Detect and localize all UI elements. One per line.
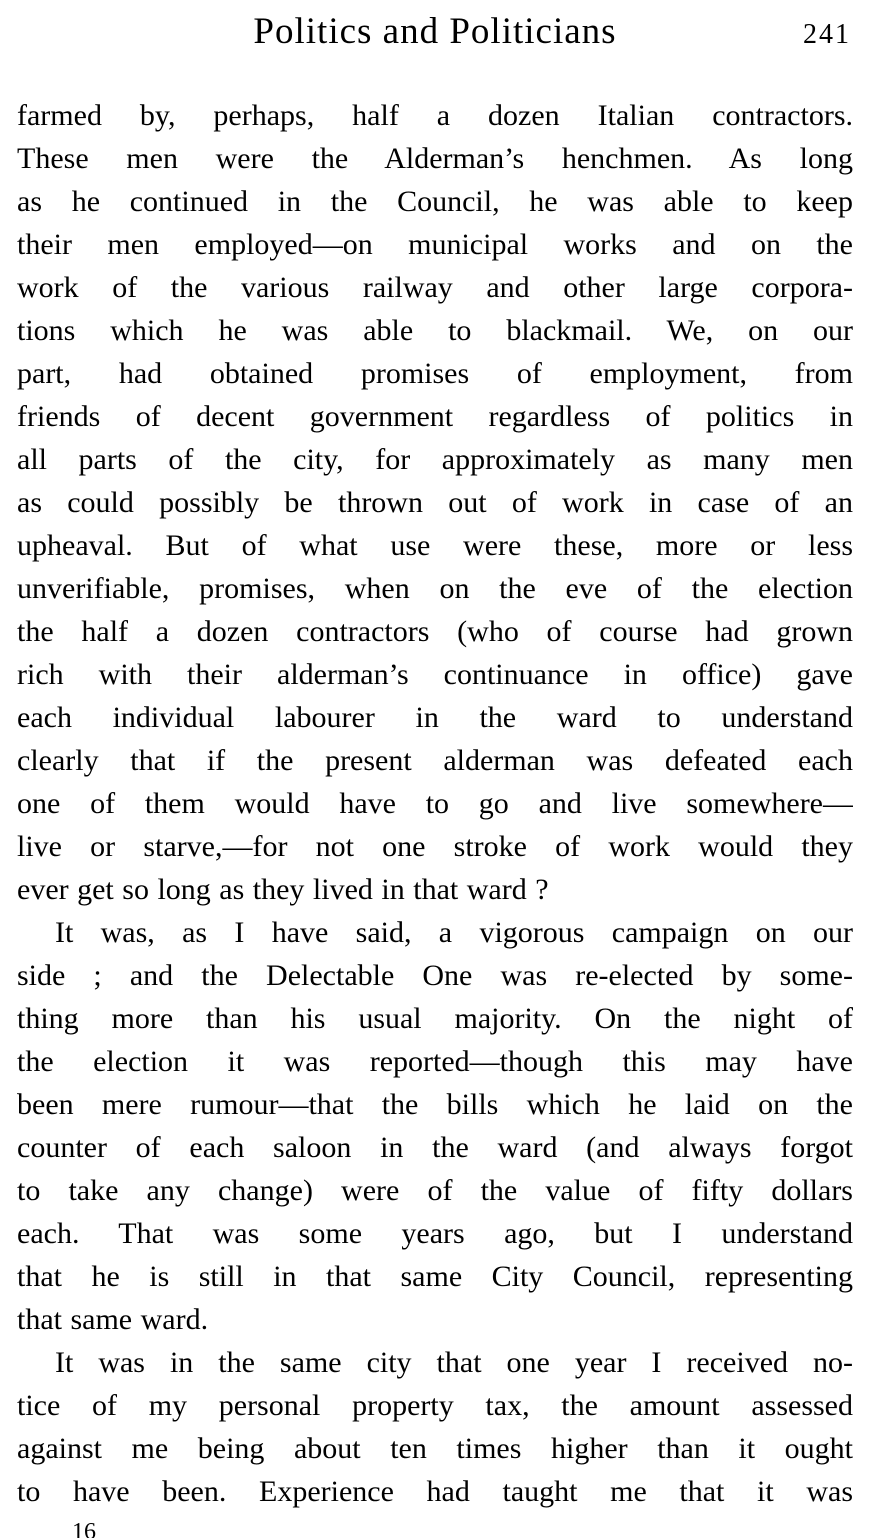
text-line: farmed by, perhaps, half a dozen Italian contractors. <box>17 99 853 132</box>
text-line: friends of decent government regardless of politics in <box>17 400 853 433</box>
text-line: all parts of the city, for approximately as many men <box>17 443 853 476</box>
body-text <box>17 94 853 1513</box>
text-line: work of the various railway and other large corpora- <box>17 271 853 304</box>
text-line: rich with their alderman’s continuance in office) gave <box>17 658 853 691</box>
text-line: to take any change) were of the value of fifty dollars <box>17 1174 853 1207</box>
text-line: tice of my personal property tax, the amount assessed <box>17 1389 853 1422</box>
text-line: as he continued in the Council, he was able to keep <box>17 185 853 218</box>
text-line: each. That was some years ago, but I understand <box>17 1217 853 1250</box>
text-line: These men were the Alderman’s henchmen. As long <box>17 142 853 175</box>
text-line: the half a dozen contractors (who of course had grown <box>17 615 853 648</box>
text-line: upheaval. But of what use were these, more or less <box>17 529 853 562</box>
text-line: been mere rumour—that the bills which he laid on the <box>17 1088 853 1121</box>
text-line: part, had obtained promises of employment, from <box>17 357 853 390</box>
text-line: the election it was reported—though this may have <box>17 1045 853 1078</box>
text-line: It was in the same city that one year I received no- <box>55 1346 853 1379</box>
signature-mark: 16 <box>72 1519 96 1538</box>
text-line: counter of each saloon in the ward (and always forgot <box>17 1131 853 1164</box>
text-line: each individual labourer in the ward to understand <box>17 701 853 734</box>
text-line: ever get so long as they lived in that ward ? <box>17 873 549 906</box>
text-line: as could possibly be thrown out of work in case of an <box>17 486 853 519</box>
text-line: clearly that if the present alderman was defeated each <box>17 744 853 777</box>
text-line: tions which he was able to blackmail. We, on our <box>17 314 853 347</box>
page-number: 241 <box>803 19 851 50</box>
text-line: It was, as I have said, a vigorous campaign on our <box>55 916 853 949</box>
text-line: their men employed—on municipal works and on the <box>17 228 853 261</box>
text-line: side ; and the Delectable One was re-elected by some- <box>17 959 853 992</box>
text-line: to have been. Experience had taught me that it was <box>17 1475 853 1508</box>
text-line: one of them would have to go and live somewhere— <box>17 787 853 820</box>
page-title: Politics and Politicians <box>253 11 617 52</box>
text-line: thing more than his usual majority. On the night of <box>17 1002 853 1035</box>
text-line: against me being about ten times higher than it ought <box>17 1432 853 1465</box>
text-line: live or starve,—for not one stroke of work would they <box>17 830 853 863</box>
text-line: that same ward. <box>17 1303 209 1336</box>
text-line: unverifiable, promises, when on the eve of the election <box>17 572 853 605</box>
text-line: that he is still in that same City Council, representing <box>17 1260 853 1293</box>
